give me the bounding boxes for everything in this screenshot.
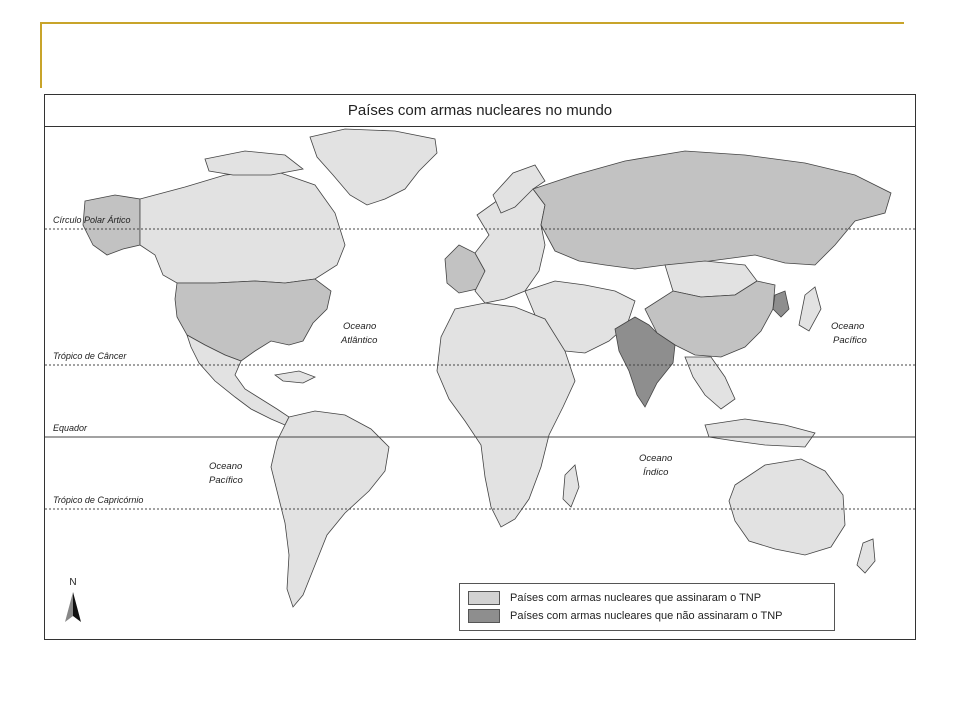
tropic-of-capricorn-label: Trópico de Capricórnio <box>53 495 144 505</box>
slide-accent-line-horizontal <box>40 22 904 24</box>
ocean-pacific-west-line2: Pacífico <box>209 475 243 486</box>
land-korea <box>773 291 789 317</box>
land-new-zealand <box>857 539 875 573</box>
arctic-circle-label: Círculo Polar Ártico <box>53 215 131 225</box>
land-canada <box>140 171 345 283</box>
legend-swatch-not-signed <box>468 609 500 623</box>
legend-item-signed <box>468 589 826 607</box>
land-japan <box>799 287 821 331</box>
map-frame <box>44 94 916 640</box>
slide-accent-line-vertical <box>40 22 42 88</box>
legend-item-not-signed <box>468 607 826 625</box>
world-map <box>45 95 915 639</box>
legend-label-not-signed: Países com armas nucleares que não assinaram o TNP <box>510 610 783 622</box>
land-africa <box>437 303 575 527</box>
equator-label: Equador <box>53 423 88 433</box>
ocean-atlantic-line1: Oceano <box>343 321 377 332</box>
ocean-indian-line1: Oceano <box>639 453 673 464</box>
north-arrow <box>63 577 83 627</box>
ocean-pacific-west-line1: Oceano <box>209 461 243 472</box>
ocean-pacific-east-line2: Pacífico <box>833 335 867 346</box>
map-title: Países com armas nucleares no mundo <box>45 95 915 127</box>
land-madagascar <box>563 465 579 507</box>
land-caribbean <box>275 371 315 383</box>
map-legend <box>459 583 835 631</box>
ocean-atlantic-line2: Atlântico <box>341 335 378 346</box>
legend-swatch-signed <box>468 591 500 605</box>
legend-label-signed: Países com armas nucleares que assinaram o TNP <box>510 592 762 604</box>
north-label: N <box>69 577 77 588</box>
ocean-indian-line2: Índico <box>643 467 669 478</box>
land-australia <box>729 459 845 555</box>
north-arrow-icon <box>63 588 83 624</box>
ocean-pacific-east-line1: Oceano <box>831 321 865 332</box>
tropic-of-cancer-label: Trópico de Câncer <box>53 351 127 361</box>
land-greenland <box>310 129 437 205</box>
land-alaska <box>83 195 140 255</box>
land-indonesia <box>705 419 815 447</box>
land-arctic-islands <box>205 151 303 175</box>
land-russia <box>533 151 891 269</box>
